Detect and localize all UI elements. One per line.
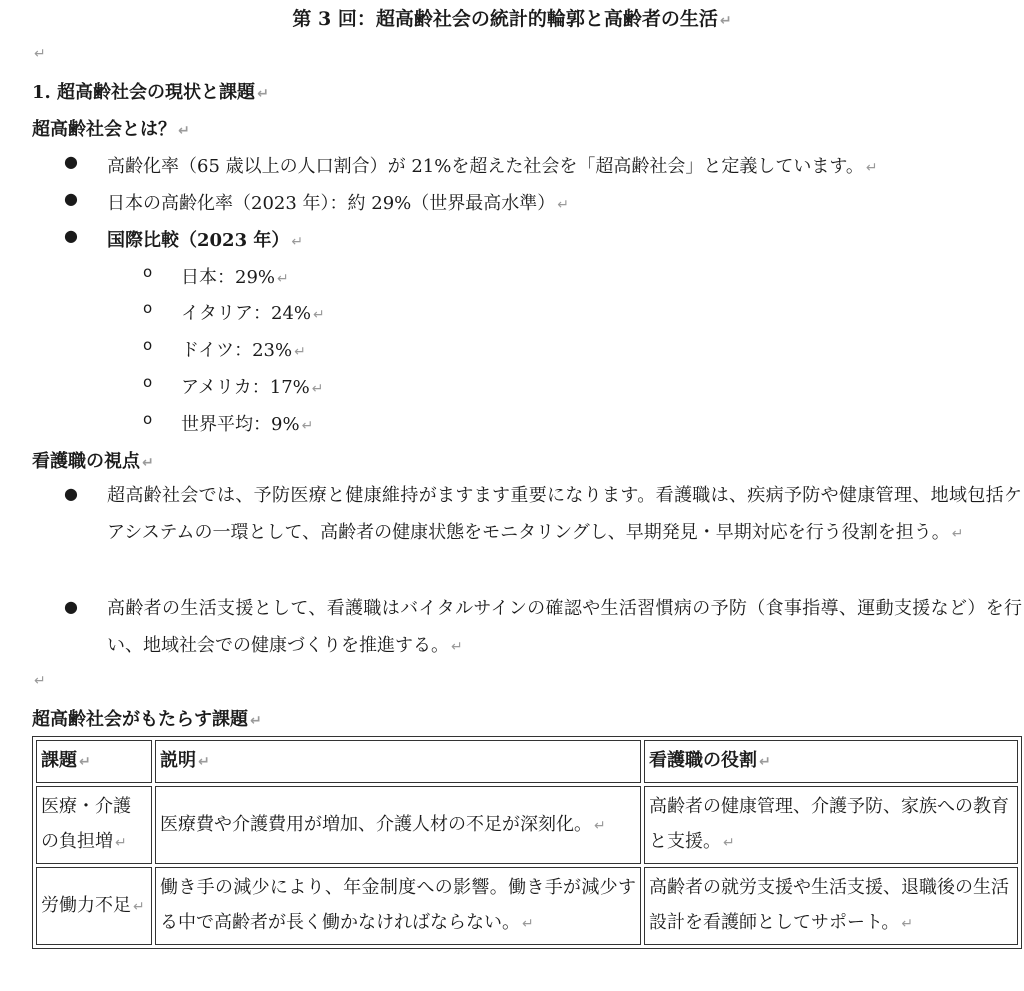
nursing-paragraph: 超高齢社会では、予防医療と健康維持がますます重要になります。看護職は、疾病予防や健康管理、地域包括ケアシステムの一環として、高齢者の健康状態をモニタリングし、早期発見・早期対応を行う役割を担う。 ↵ [107,485,1022,543]
subsection-heading: 看護職の視点 ↵ [32,451,154,472]
paragraph-mark: ↵ [901,916,914,932]
paragraph-mark: ↵ [133,898,145,915]
document-title: 第 3 回：超高齢社会の統計的輪郭と高齢者の生活 ↵ [292,8,732,30]
paragraph-mark: ↵ [522,916,534,932]
comparison-value: ドイツ：23% [181,340,293,361]
bullet-dot-icon: ● [64,189,78,208]
table-cell-role: 高齢者の健康管理、介護予防、家族への教育と支援。 ↵ [644,786,1018,864]
paragraph-mark: ↵ [951,526,964,542]
paragraph-mark: ↵ [719,13,732,29]
paragraph-mark: ↵ [250,713,262,729]
paragraph-mark: ↵ [34,673,46,689]
paragraph-mark: ↵ [198,754,210,770]
paragraph-mark: ↵ [311,381,324,397]
bullet-text: 国際比較（2023 年） [107,230,290,251]
paragraph-mark: ↵ [115,835,127,851]
sub-bullet-marker: o [143,373,153,391]
paragraph-mark: ↵ [865,160,878,176]
sub-bullet-marker: o [143,410,153,428]
empty-paragraph [32,669,46,690]
sub-bullet-marker: o [143,336,153,354]
table-header-cell: 看護職の役割 ↵ [644,740,1018,783]
paragraph-mark: ↵ [451,639,463,655]
empty-paragraph [32,42,46,63]
paragraph-mark: ↵ [759,754,771,770]
table-header-cell: 説明 ↵ [155,740,641,783]
section-heading: 1. 超高齢社会の現状と課題 ↵ [32,82,269,103]
paragraph-mark: ↵ [557,197,569,213]
paragraph-mark: ↵ [313,307,325,323]
comparison-value: 日本：29% [181,267,276,288]
comparison-value: 世界平均：9% [181,414,300,435]
paragraph-mark: ↵ [178,123,190,139]
paragraph-mark: ↵ [301,418,314,434]
table-heading: 超高齢社会がもたらす課題 ↵ [32,709,262,730]
bullet-dot-icon: ● [64,484,78,503]
issues-table [32,736,1022,949]
comparison-value: イタリア：24% [181,303,312,324]
paragraph-mark: ↵ [257,86,269,102]
paragraph-mark: ↵ [594,817,606,834]
table-row [36,867,1018,945]
paragraph-mark: ↵ [723,835,735,851]
bullet-text: 日本の高齢化率（2023 年）：約 29%（世界最高水準） [107,193,556,214]
table-cell-issue: 医療・介護の負担増 ↵ [36,786,152,864]
bullet-dot-icon: ● [64,597,78,616]
sub-bullet-marker: o [143,263,153,281]
table-cell-description: 働き手の減少により、年金制度への影響。働き手が減少する中で高齢者が長く働かなければならない。 ↵ [155,867,641,945]
table-cell-role: 高齢者の就労支援や生活支援、退職後の生活設計を看護師としてサポート。 ↵ [644,867,1018,945]
table-header-row [36,740,1018,783]
bullet-dot-icon: ● [64,152,78,171]
paragraph-mark: ↵ [291,234,304,250]
table-row [36,786,1018,864]
table-cell-issue: 労働力不足 ↵ [36,867,152,945]
paragraph-mark: ↵ [34,46,46,62]
sub-bullet-marker: o [143,299,153,317]
comparison-value: アメリカ：17% [181,377,310,398]
paragraph-mark: ↵ [79,754,91,770]
table-cell-description: 医療費や介護費用が増加、介護人材の不足が深刻化。 ↵ [155,786,641,864]
subsection-heading: 超高齢社会とは？ ↵ [32,119,190,140]
bullet-text: 高齢化率（65 歳以上の人口割合）が 21%を超えた社会を「超高齢社会」と定義しています。 [107,156,864,177]
bullet-dot-icon: ● [64,226,78,245]
paragraph-mark: ↵ [294,344,306,360]
table-header-cell: 課題 ↵ [36,740,152,783]
paragraph-mark: ↵ [277,271,289,287]
paragraph-mark: ↵ [142,455,154,471]
nursing-paragraph: 高齢者の生活支援として、看護職はバイタルサインの確認や生活習慣病の予防（食事指導、運動支援など）を行い、地域社会での健康づくりを推進する。 ↵ [107,598,1022,656]
